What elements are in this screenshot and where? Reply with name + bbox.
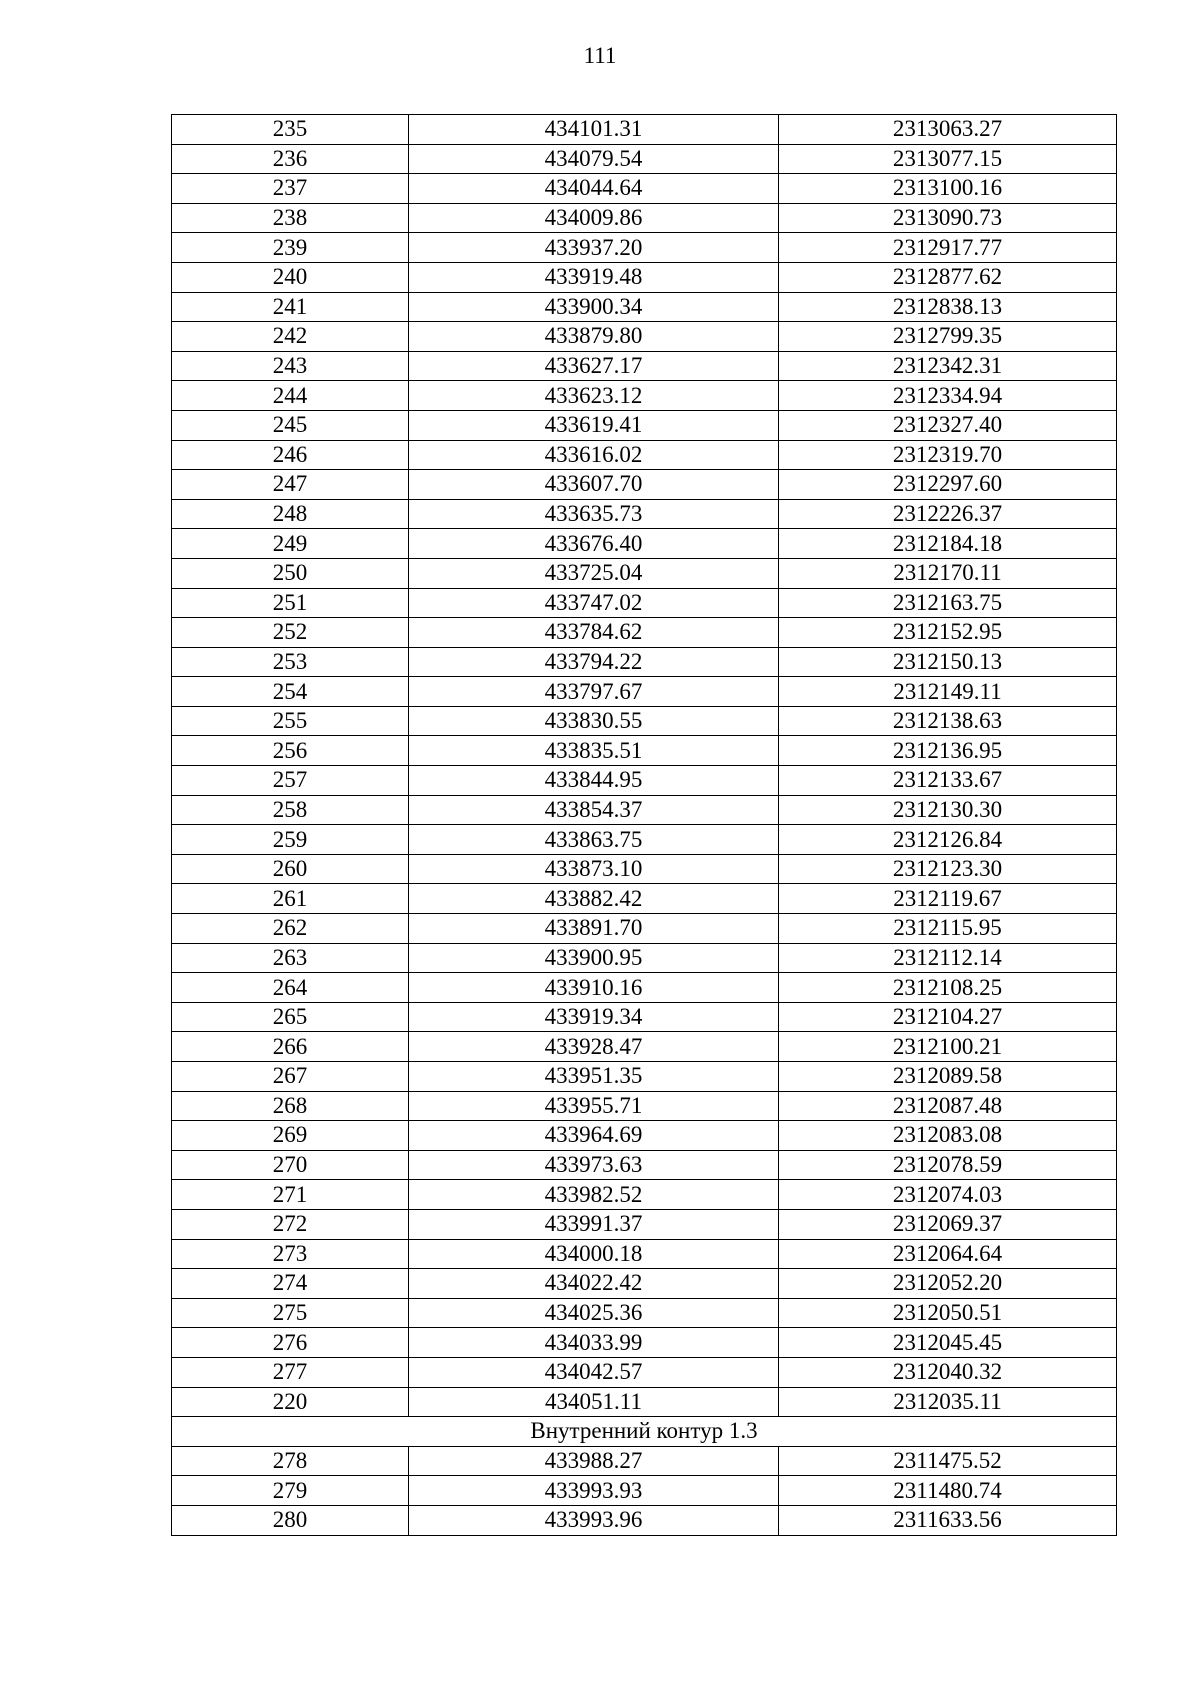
point-number-cell: 256 <box>172 736 409 766</box>
point-number-cell: 238 <box>172 203 409 233</box>
table-row <box>172 558 1117 588</box>
point-number-cell: 271 <box>172 1180 409 1210</box>
x-coordinate-cell: 433993.93 <box>409 1476 779 1506</box>
y-coordinate-cell: 2312108.25 <box>779 973 1117 1003</box>
table-row <box>172 115 1117 145</box>
y-coordinate-cell: 2312074.03 <box>779 1180 1117 1210</box>
x-coordinate-cell: 433725.04 <box>409 558 779 588</box>
y-coordinate-cell: 2313077.15 <box>779 144 1117 174</box>
table-row <box>172 1091 1117 1121</box>
x-coordinate-cell: 433919.48 <box>409 262 779 292</box>
x-coordinate-cell: 433910.16 <box>409 973 779 1003</box>
table-row <box>172 1062 1117 1092</box>
point-number-cell: 269 <box>172 1121 409 1151</box>
y-coordinate-cell: 2312917.77 <box>779 233 1117 263</box>
y-coordinate-cell: 2312126.84 <box>779 825 1117 855</box>
point-number-cell: 272 <box>172 1209 409 1239</box>
x-coordinate-cell: 433882.42 <box>409 884 779 914</box>
table-row <box>172 588 1117 618</box>
y-coordinate-cell: 2312170.11 <box>779 558 1117 588</box>
x-coordinate-cell: 434042.57 <box>409 1357 779 1387</box>
table-row <box>172 854 1117 884</box>
point-number-cell: 255 <box>172 706 409 736</box>
y-coordinate-cell: 2312327.40 <box>779 410 1117 440</box>
y-coordinate-cell: 2312087.48 <box>779 1091 1117 1121</box>
y-coordinate-cell: 2312163.75 <box>779 588 1117 618</box>
y-coordinate-cell: 2312130.30 <box>779 795 1117 825</box>
point-number-cell: 244 <box>172 381 409 411</box>
y-coordinate-cell: 2312149.11 <box>779 677 1117 707</box>
x-coordinate-cell: 434000.18 <box>409 1239 779 1269</box>
x-coordinate-cell: 433863.75 <box>409 825 779 855</box>
x-coordinate-cell: 433627.17 <box>409 351 779 381</box>
point-number-cell: 279 <box>172 1476 409 1506</box>
y-coordinate-cell: 2312112.14 <box>779 943 1117 973</box>
point-number-cell: 252 <box>172 618 409 648</box>
x-coordinate-cell: 433900.95 <box>409 943 779 973</box>
y-coordinate-cell: 2312133.67 <box>779 766 1117 796</box>
y-coordinate-cell: 2311480.74 <box>779 1476 1117 1506</box>
y-coordinate-cell: 2312297.60 <box>779 470 1117 500</box>
point-number-cell: 243 <box>172 351 409 381</box>
y-coordinate-cell: 2312045.45 <box>779 1328 1117 1358</box>
y-coordinate-cell: 2312334.94 <box>779 381 1117 411</box>
point-number-cell: 261 <box>172 884 409 914</box>
table-row <box>172 1239 1117 1269</box>
point-number-cell: 277 <box>172 1357 409 1387</box>
table-row <box>172 203 1117 233</box>
table-row <box>172 410 1117 440</box>
table-row <box>172 766 1117 796</box>
coordinates-table-body <box>172 115 1117 1536</box>
y-coordinate-cell: 2312040.32 <box>779 1357 1117 1387</box>
table-row <box>172 1357 1117 1387</box>
y-coordinate-cell: 2312136.95 <box>779 736 1117 766</box>
table-row <box>172 1446 1117 1476</box>
x-coordinate-cell: 434101.31 <box>409 115 779 145</box>
point-number-cell: 280 <box>172 1505 409 1535</box>
x-coordinate-cell: 434044.64 <box>409 174 779 204</box>
x-coordinate-cell: 433928.47 <box>409 1032 779 1062</box>
table-row <box>172 1269 1117 1299</box>
point-number-cell: 259 <box>172 825 409 855</box>
point-number-cell: 275 <box>172 1298 409 1328</box>
x-coordinate-cell: 433854.37 <box>409 795 779 825</box>
y-coordinate-cell: 2312104.27 <box>779 1002 1117 1032</box>
table-row <box>172 1298 1117 1328</box>
table-row <box>172 884 1117 914</box>
table-row <box>172 795 1117 825</box>
section-title: Внутренний контур 1.3 <box>172 1417 1117 1447</box>
table-row <box>172 1476 1117 1506</box>
x-coordinate-cell: 433607.70 <box>409 470 779 500</box>
y-coordinate-cell: 2311633.56 <box>779 1505 1117 1535</box>
y-coordinate-cell: 2312083.08 <box>779 1121 1117 1151</box>
x-coordinate-cell: 433835.51 <box>409 736 779 766</box>
point-number-cell: 240 <box>172 262 409 292</box>
table-row <box>172 677 1117 707</box>
table-row <box>172 1387 1117 1417</box>
x-coordinate-cell: 433988.27 <box>409 1446 779 1476</box>
y-coordinate-cell: 2312069.37 <box>779 1209 1117 1239</box>
table-row <box>172 1209 1117 1239</box>
y-coordinate-cell: 2312115.95 <box>779 914 1117 944</box>
y-coordinate-cell: 2312035.11 <box>779 1387 1117 1417</box>
x-coordinate-cell: 433676.40 <box>409 529 779 559</box>
point-number-cell: 278 <box>172 1446 409 1476</box>
x-coordinate-cell: 433991.37 <box>409 1209 779 1239</box>
x-coordinate-cell: 433951.35 <box>409 1062 779 1092</box>
y-coordinate-cell: 2313100.16 <box>779 174 1117 204</box>
x-coordinate-cell: 434033.99 <box>409 1328 779 1358</box>
x-coordinate-cell: 433879.80 <box>409 322 779 352</box>
x-coordinate-cell: 433964.69 <box>409 1121 779 1151</box>
x-coordinate-cell: 433982.52 <box>409 1180 779 1210</box>
point-number-cell: 247 <box>172 470 409 500</box>
y-coordinate-cell: 2312123.30 <box>779 854 1117 884</box>
x-coordinate-cell: 433873.10 <box>409 854 779 884</box>
y-coordinate-cell: 2312078.59 <box>779 1150 1117 1180</box>
y-coordinate-cell: 2312877.62 <box>779 262 1117 292</box>
y-coordinate-cell: 2312152.95 <box>779 618 1117 648</box>
x-coordinate-cell: 433844.95 <box>409 766 779 796</box>
point-number-cell: 237 <box>172 174 409 204</box>
point-number-cell: 239 <box>172 233 409 263</box>
table-row <box>172 647 1117 677</box>
x-coordinate-cell: 434022.42 <box>409 1269 779 1299</box>
point-number-cell: 220 <box>172 1387 409 1417</box>
point-number-cell: 241 <box>172 292 409 322</box>
x-coordinate-cell: 433635.73 <box>409 499 779 529</box>
x-coordinate-cell: 433919.34 <box>409 1002 779 1032</box>
y-coordinate-cell: 2312799.35 <box>779 322 1117 352</box>
table-row <box>172 1180 1117 1210</box>
point-number-cell: 258 <box>172 795 409 825</box>
x-coordinate-cell: 433747.02 <box>409 588 779 618</box>
y-coordinate-cell: 2312050.51 <box>779 1298 1117 1328</box>
y-coordinate-cell: 2312100.21 <box>779 1032 1117 1062</box>
y-coordinate-cell: 2311475.52 <box>779 1446 1117 1476</box>
section-header-row <box>172 1417 1117 1447</box>
point-number-cell: 249 <box>172 529 409 559</box>
point-number-cell: 263 <box>172 943 409 973</box>
point-number-cell: 257 <box>172 766 409 796</box>
point-number-cell: 260 <box>172 854 409 884</box>
x-coordinate-cell: 433993.96 <box>409 1505 779 1535</box>
x-coordinate-cell: 433616.02 <box>409 440 779 470</box>
point-number-cell: 236 <box>172 144 409 174</box>
x-coordinate-cell: 434051.11 <box>409 1387 779 1417</box>
point-number-cell: 242 <box>172 322 409 352</box>
x-coordinate-cell: 433955.71 <box>409 1091 779 1121</box>
x-coordinate-cell: 433619.41 <box>409 410 779 440</box>
point-number-cell: 264 <box>172 973 409 1003</box>
y-coordinate-cell: 2312052.20 <box>779 1269 1117 1299</box>
page-number: 111 <box>583 43 617 68</box>
point-number-cell: 235 <box>172 115 409 145</box>
y-coordinate-cell: 2312226.37 <box>779 499 1117 529</box>
table-row <box>172 736 1117 766</box>
x-coordinate-cell: 433794.22 <box>409 647 779 677</box>
x-coordinate-cell: 433830.55 <box>409 706 779 736</box>
table-row <box>172 1121 1117 1151</box>
point-number-cell: 268 <box>172 1091 409 1121</box>
point-number-cell: 251 <box>172 588 409 618</box>
table-row <box>172 825 1117 855</box>
point-number-cell: 267 <box>172 1062 409 1092</box>
table-row <box>172 706 1117 736</box>
coordinates-table <box>171 114 1117 1536</box>
point-number-cell: 248 <box>172 499 409 529</box>
point-number-cell: 270 <box>172 1150 409 1180</box>
point-number-cell: 245 <box>172 410 409 440</box>
y-coordinate-cell: 2312342.31 <box>779 351 1117 381</box>
table-row <box>172 1032 1117 1062</box>
point-number-cell: 250 <box>172 558 409 588</box>
table-row <box>172 1505 1117 1535</box>
x-coordinate-cell: 434079.54 <box>409 144 779 174</box>
point-number-cell: 253 <box>172 647 409 677</box>
x-coordinate-cell: 433891.70 <box>409 914 779 944</box>
x-coordinate-cell: 433797.67 <box>409 677 779 707</box>
table-row <box>172 1328 1117 1358</box>
table-row <box>172 973 1117 1003</box>
table-row <box>172 618 1117 648</box>
y-coordinate-cell: 2312138.63 <box>779 706 1117 736</box>
point-number-cell: 262 <box>172 914 409 944</box>
table-row <box>172 1150 1117 1180</box>
table-row <box>172 351 1117 381</box>
x-coordinate-cell: 434025.36 <box>409 1298 779 1328</box>
point-number-cell: 254 <box>172 677 409 707</box>
table-row <box>172 322 1117 352</box>
x-coordinate-cell: 433900.34 <box>409 292 779 322</box>
table-row <box>172 262 1117 292</box>
y-coordinate-cell: 2313063.27 <box>779 115 1117 145</box>
point-number-cell: 266 <box>172 1032 409 1062</box>
table-row <box>172 470 1117 500</box>
table-row <box>172 292 1117 322</box>
table-row <box>172 440 1117 470</box>
point-number-cell: 276 <box>172 1328 409 1358</box>
table-row <box>172 499 1117 529</box>
y-coordinate-cell: 2312064.64 <box>779 1239 1117 1269</box>
table-row <box>172 174 1117 204</box>
x-coordinate-cell: 433784.62 <box>409 618 779 648</box>
table-row <box>172 233 1117 263</box>
y-coordinate-cell: 2312089.58 <box>779 1062 1117 1092</box>
y-coordinate-cell: 2312119.67 <box>779 884 1117 914</box>
point-number-cell: 265 <box>172 1002 409 1032</box>
table-row <box>172 381 1117 411</box>
y-coordinate-cell: 2312150.13 <box>779 647 1117 677</box>
table-row <box>172 943 1117 973</box>
table-row <box>172 914 1117 944</box>
point-number-cell: 273 <box>172 1239 409 1269</box>
x-coordinate-cell: 433623.12 <box>409 381 779 411</box>
table-row <box>172 144 1117 174</box>
table-row <box>172 529 1117 559</box>
table-row <box>172 1002 1117 1032</box>
y-coordinate-cell: 2312184.18 <box>779 529 1117 559</box>
y-coordinate-cell: 2312838.13 <box>779 292 1117 322</box>
point-number-cell: 274 <box>172 1269 409 1299</box>
x-coordinate-cell: 433937.20 <box>409 233 779 263</box>
x-coordinate-cell: 434009.86 <box>409 203 779 233</box>
y-coordinate-cell: 2312319.70 <box>779 440 1117 470</box>
point-number-cell: 246 <box>172 440 409 470</box>
x-coordinate-cell: 433973.63 <box>409 1150 779 1180</box>
y-coordinate-cell: 2313090.73 <box>779 203 1117 233</box>
